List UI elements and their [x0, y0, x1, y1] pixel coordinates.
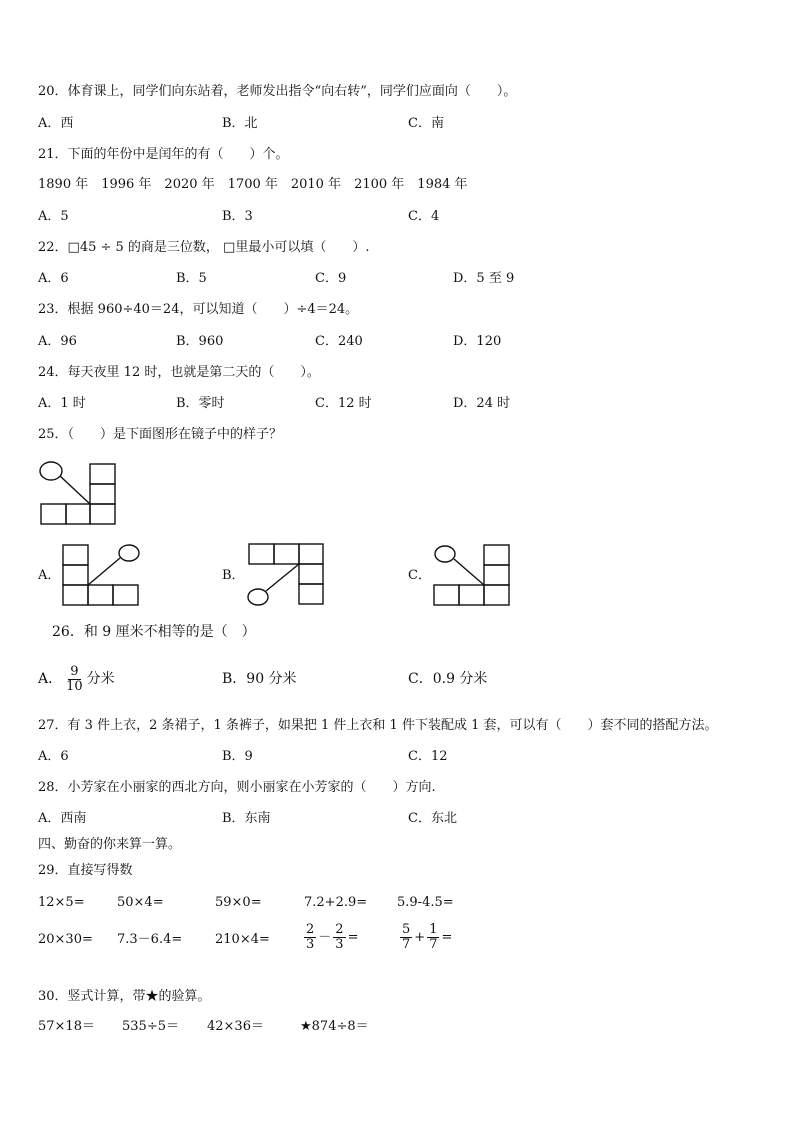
q29-item: 5.9-4.5= [397, 895, 454, 910]
question-27-stem: 27．有 3 件上衣，2 条裙子，1 条裤子，如果把 1 件上衣和 1 件下装配成 1 套，可以有（ ）套不同的搭配方法。 [38, 718, 718, 733]
q23-option-b: B．960 [176, 334, 224, 349]
q22-option-a: A．6 [38, 271, 69, 286]
equals-sign: = [347, 930, 359, 945]
question-25-stem: 25．（ ）是下面图形在镜子中的样子？ [38, 427, 283, 442]
q26-option-b: B．90 分米 [222, 671, 297, 687]
question-26-stem: 26．和 9 厘米不相等的是（ ） [52, 624, 256, 640]
q29-fraction-expr-1 [302, 918, 358, 958]
q24-option-a: A．1 时 [38, 396, 86, 411]
q24-option-b: B．零时 [176, 396, 225, 411]
q21-years: 1890 年 1996 年 2020 年 1700 年 2010 年 2100 年 1984 年 [38, 177, 468, 192]
q30-item: ★874÷8＝ [300, 1019, 369, 1034]
option-a-figure [58, 542, 142, 608]
q27-option-c: C．12 [408, 749, 448, 764]
fraction-numerator: 2 [306, 922, 315, 937]
q26-option-a-unit: 分米 [86, 671, 115, 687]
fraction [427, 923, 439, 952]
fraction [304, 923, 316, 952]
fraction-numerator: 9 [70, 663, 79, 679]
q29-item: 50×4= [117, 895, 164, 910]
q30-item: 535÷5＝ [122, 1019, 179, 1034]
q28-option-b: B．东南 [222, 811, 271, 826]
fraction-denominator: 7 [429, 937, 438, 952]
q29-item: 7.2+2.9= [304, 895, 368, 910]
option-c-figure [428, 542, 512, 608]
fraction-numerator: 1 [429, 922, 438, 937]
original-figure [38, 458, 120, 524]
fraction-denominator: 7 [402, 937, 411, 952]
question-30-stem: 30．竖式计算，带★的验算。 [38, 989, 211, 1004]
operator: － [318, 930, 332, 945]
q27-option-a: A．6 [38, 749, 69, 764]
fraction-numerator: 2 [335, 922, 344, 937]
question-28-stem: 28．小芳家在小丽家的西北方向，则小丽家在小芳家的（ ）方向. [38, 780, 436, 795]
q25-option-a: A． [38, 568, 61, 583]
q24-option-d: D．24 时 [453, 396, 511, 411]
q20-option-a: A．西 [38, 116, 74, 131]
q22-option-c: C．9 [315, 271, 347, 286]
q29-item: 59×0= [215, 895, 262, 910]
q25-option-c: C． [408, 568, 431, 583]
q26-option-a-label: A． [38, 671, 63, 687]
q23-option-a: A．96 [38, 334, 77, 349]
fraction-numerator: 5 [402, 922, 411, 937]
q21-option-b: B．3 [222, 209, 253, 224]
question-23-stem: 23．根据 960÷40＝24，可以知道（ ）÷4＝24。 [38, 302, 359, 317]
q22-option-b: B．5 [176, 271, 207, 286]
fraction-denominator: 3 [335, 937, 344, 952]
q20-option-b: B．北 [222, 116, 258, 131]
q20-option-c: C．南 [408, 116, 444, 131]
q23-option-d: D．120 [453, 334, 502, 349]
q23-option-c: C．240 [315, 334, 363, 349]
section-4-heading: 四、勤奋的你来算一算。 [38, 837, 182, 852]
q24-option-c: C．12 时 [315, 396, 372, 411]
q29-item: 7.3－6.4= [117, 932, 183, 947]
q28-option-c: C．东北 [408, 811, 457, 826]
fraction [333, 923, 345, 952]
question-21-stem: 21．下面的年份中是闰年的有（ ）个。 [38, 147, 289, 162]
q26-fraction [64, 665, 85, 694]
question-29-stem: 29．直接写得数 [38, 863, 133, 878]
q30-item: 57×18＝ [38, 1019, 95, 1034]
q26-option-a [38, 660, 115, 698]
question-20-stem: 20．体育课上，同学们向东站着，老师发出指令“向右转”，同学们应面向（ ）。 [38, 84, 517, 99]
option-b-figure [242, 541, 326, 607]
q27-option-b: B．9 [222, 749, 253, 764]
q25-option-b: B． [222, 568, 245, 583]
q29-item: 12×5= [38, 895, 85, 910]
q21-option-a: A．5 [38, 209, 69, 224]
q21-option-c: C．4 [408, 209, 440, 224]
fraction-denominator: 3 [306, 937, 315, 952]
q29-fraction-expr-2 [398, 918, 452, 958]
q29-item: 20×30= [38, 932, 93, 947]
operator: + [414, 930, 426, 945]
question-24-stem: 24．每天夜里 12 时，也就是第二天的（ ）。 [38, 365, 320, 380]
q26-option-c: C．0.9 分米 [408, 671, 488, 687]
equals-sign: = [441, 930, 453, 945]
q22-option-d: D．5 至 9 [453, 271, 515, 286]
fraction-denominator: 10 [66, 678, 83, 694]
q30-item: 42×36＝ [207, 1019, 264, 1034]
q29-item: 210×4= [215, 932, 270, 947]
fraction [400, 923, 412, 952]
q28-option-a: A．西南 [38, 811, 87, 826]
question-22-stem: 22．□45 ÷ 5 的商是三位数， □里最小可以填（ ）. [38, 240, 370, 255]
